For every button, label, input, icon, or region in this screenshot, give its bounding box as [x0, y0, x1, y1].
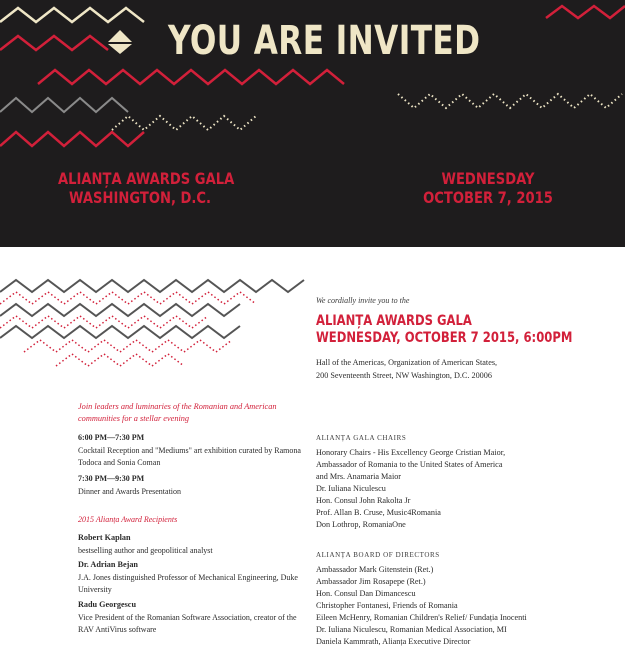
invitation-date-time: WEDNESDAY, OCTOBER 7 2015, 6:00PM [316, 330, 573, 346]
banner-day: WEDNESDAY [441, 169, 535, 188]
recipient-name: Robert Kaplan [78, 533, 131, 542]
invitation-banner [0, 0, 625, 247]
list-item: Daniela Kammrath, Alianța Executive Director [316, 637, 471, 646]
list-item: Honorary Chairs - His Excellency George Cristian Maior, [316, 448, 506, 457]
gala-chairs-heading: ALIANȚA GALA CHAIRS [316, 434, 407, 442]
banner-event-name: ALIANȚA AWARDS GALA [58, 169, 235, 188]
list-item: Ambassador of Romania to the United States of America [316, 460, 503, 469]
invitation-event-name: ALIANȚA AWARDS GALA [316, 313, 472, 329]
invitation-intro: We cordially invite you to the [316, 296, 410, 305]
recipient-name: Radu Georgescu [78, 600, 136, 609]
recipients-heading: 2015 Alianța Award Recipients [78, 515, 178, 524]
zigzag-pattern-lower [0, 276, 310, 376]
recipient-description: bestselling author and geopolitical analyst [78, 546, 213, 555]
list-item: Ambassador Jim Rosapepe (Ret.) [316, 577, 426, 586]
list-item: Ambassador Mark Gitenstein (Ret.) [316, 565, 434, 574]
gala-chairs-list [316, 447, 616, 531]
list-item: Hon. Consul John Rakolta Jr [316, 496, 411, 505]
list-item: Prof. Allan B. Cruse, Music4Romania [316, 508, 441, 517]
diamond-emblem-icon [107, 29, 133, 55]
board-of-directors-list [316, 564, 616, 648]
venue-line-2: 200 Seventeenth Street, NW Washington, D.C. 20006 [316, 371, 492, 380]
list-item: Hon. Consul Dan Dimancescu [316, 589, 416, 598]
list-item: Dr. Iuliana Niculescu [316, 484, 386, 493]
program-tagline: Join leaders and luminaries of the Romanian and American communities for a stellar evening [78, 402, 277, 423]
list-item: and Mrs. Anamaria Maior [316, 472, 402, 481]
list-item: Eileen McHenry, Romanian Children's Relief/ Fundația Inocenti [316, 613, 527, 622]
schedule-description: Dinner and Awards Presentation [78, 487, 182, 496]
schedule-time: 6:00 PM—7:30 PM [78, 433, 145, 442]
recipient-description: Vice President of the Romanian Software Association, creator of the RAV AntiVirus software [78, 613, 297, 634]
schedule-time: 7:30 PM—9:30 PM [78, 474, 145, 483]
schedule-description: Cocktail Reception and "Mediums" art exhibition curated by Ramona Todoca and Sonia Coman [78, 446, 301, 467]
list-item: Dr. Iuliana Niculescu, Romanian Medical Association, MI [316, 625, 507, 634]
venue-line-1: Hall of the Americas, Organization of American States, [316, 358, 498, 367]
recipient-name: Dr. Adrian Bejan [78, 560, 138, 569]
list-item: Don Lothrop, RomaniaOne [316, 520, 406, 529]
board-of-directors-heading: ALIANȚA BOARD OF DIRECTORS [316, 551, 440, 559]
list-item: Christopher Fontanesi, Friends of Romania [316, 601, 458, 610]
recipient-description: J.A. Jones distinguished Professor of Mechanical Engineering, Duke University [78, 573, 298, 594]
invitation-title: YOU ARE INVITED [168, 18, 481, 64]
banner-city: WASHINGTON, D.C. [69, 188, 211, 207]
banner-date: OCTOBER 7, 2015 [423, 188, 553, 207]
